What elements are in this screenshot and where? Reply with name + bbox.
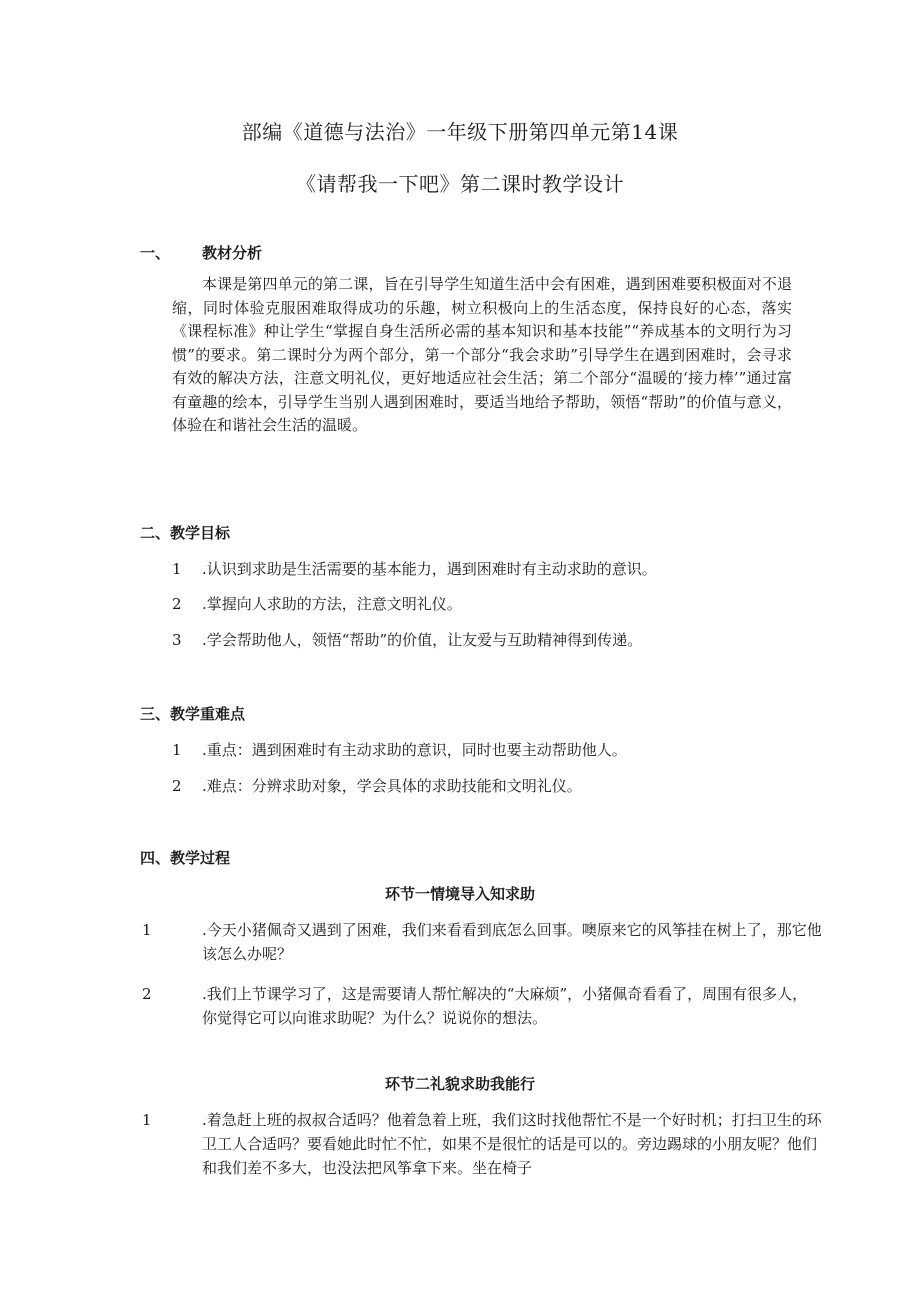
item-number: 1 [172,741,182,759]
stage-one-item [142,982,822,1030]
analysis-paragraph: 本课是第四单元的第二课，旨在引导学生知道生活中会有困难，遇到困难要积极面对不退缩，同时体验克服困难取得成功的乐趣，树立积极向上的生活态度，保持良好的心态，落实《课程标准》种让学生“掌握自身生活所必需的基本知识和基本技能”“养成基本的文明行为习惯”的要求。第二课时分为两个部分，第一个部分“我会求助”引导学生在遇到困难时，会寻求有效的解决方法，注意文明礼仪，更好地适应社会生活；第二个部分“温暖的‘接力棒’”通过富有童趣的绘本，引导学生当别人遇到困难时，要适当地给予帮助，领悟“帮助”的价值与意义，体验在和谐社会生活的温暖。 [172,275,792,434]
stage-two-item [142,1108,822,1180]
item-text: .难点：分辨求助对象，学会具体的求助技能和文明礼仪。 [202,777,582,795]
stage-two-title: 环节二礼貌求助我能行 [384,1075,535,1093]
item-text: .掌握向人求助的方法，注意文明礼仪。 [202,595,462,613]
section-label: 教材分析 [202,244,263,262]
section-heading-goals: 二、教学目标 [140,524,231,542]
goal-item [172,592,792,616]
goal-item [172,557,792,581]
item-number: 1 [142,921,152,939]
item-text: .重点：遇到困难时有主动求助的意识，同时也要主动帮助他人。 [202,741,627,759]
item-text: .学会帮助他人，领悟“帮助”的价值，让友爱与互助精神得到传递。 [202,631,643,649]
section-heading-analysis [140,242,262,263]
item-number: 1 [172,560,182,578]
item-text: .我们上节课学习了，这是需要请人帮忙解决的“大麻烦”，小猪佩奇看看了，周围有很多人，你觉得它可以向谁求助呢？为什么？说说你的想法。 [202,985,808,1027]
stage-one-item [142,918,822,966]
keypoint-item [172,774,792,798]
item-number: 1 [142,1111,152,1129]
item-number: 2 [142,985,152,1003]
item-number: 3 [172,631,182,649]
section-number: 一、 [140,244,171,262]
item-number: 2 [172,595,182,613]
goal-item [172,628,792,652]
item-text: .着急赶上班的叔叔合适吗？他着急着上班，我们这时找他帮忙不是一个好时机；打扫卫生的环卫工人合适吗？要看她此时忙不忙，如果不是很忙的话是可以的。旁边踢球的小朋友呢？他们和我们差不多大，也没法把风筝拿下来。坐在椅子 [202,1111,822,1177]
item-text: .认识到求助是生活需要的基本能力，遇到困难时有主动求助的意识。 [202,560,657,578]
section-heading-process: 四、教学过程 [140,849,231,867]
stage-one-title: 环节一情境导入知求助 [384,885,535,903]
item-text: .今天小猪佩奇又遇到了困难，我们来看看到底怎么回事。噢原来它的风筝挂在树上了，那它他该怎么办呢？ [202,921,822,963]
document-title: 部编《道德与法治》一年级下册第四单元第14课 [241,120,679,144]
section-heading-keypoints: 三、教学重难点 [140,705,246,723]
keypoint-item [172,738,792,762]
item-number: 2 [172,777,182,795]
document-subtitle: 《请帮我一下吧》第二课时教学设计 [296,172,624,196]
